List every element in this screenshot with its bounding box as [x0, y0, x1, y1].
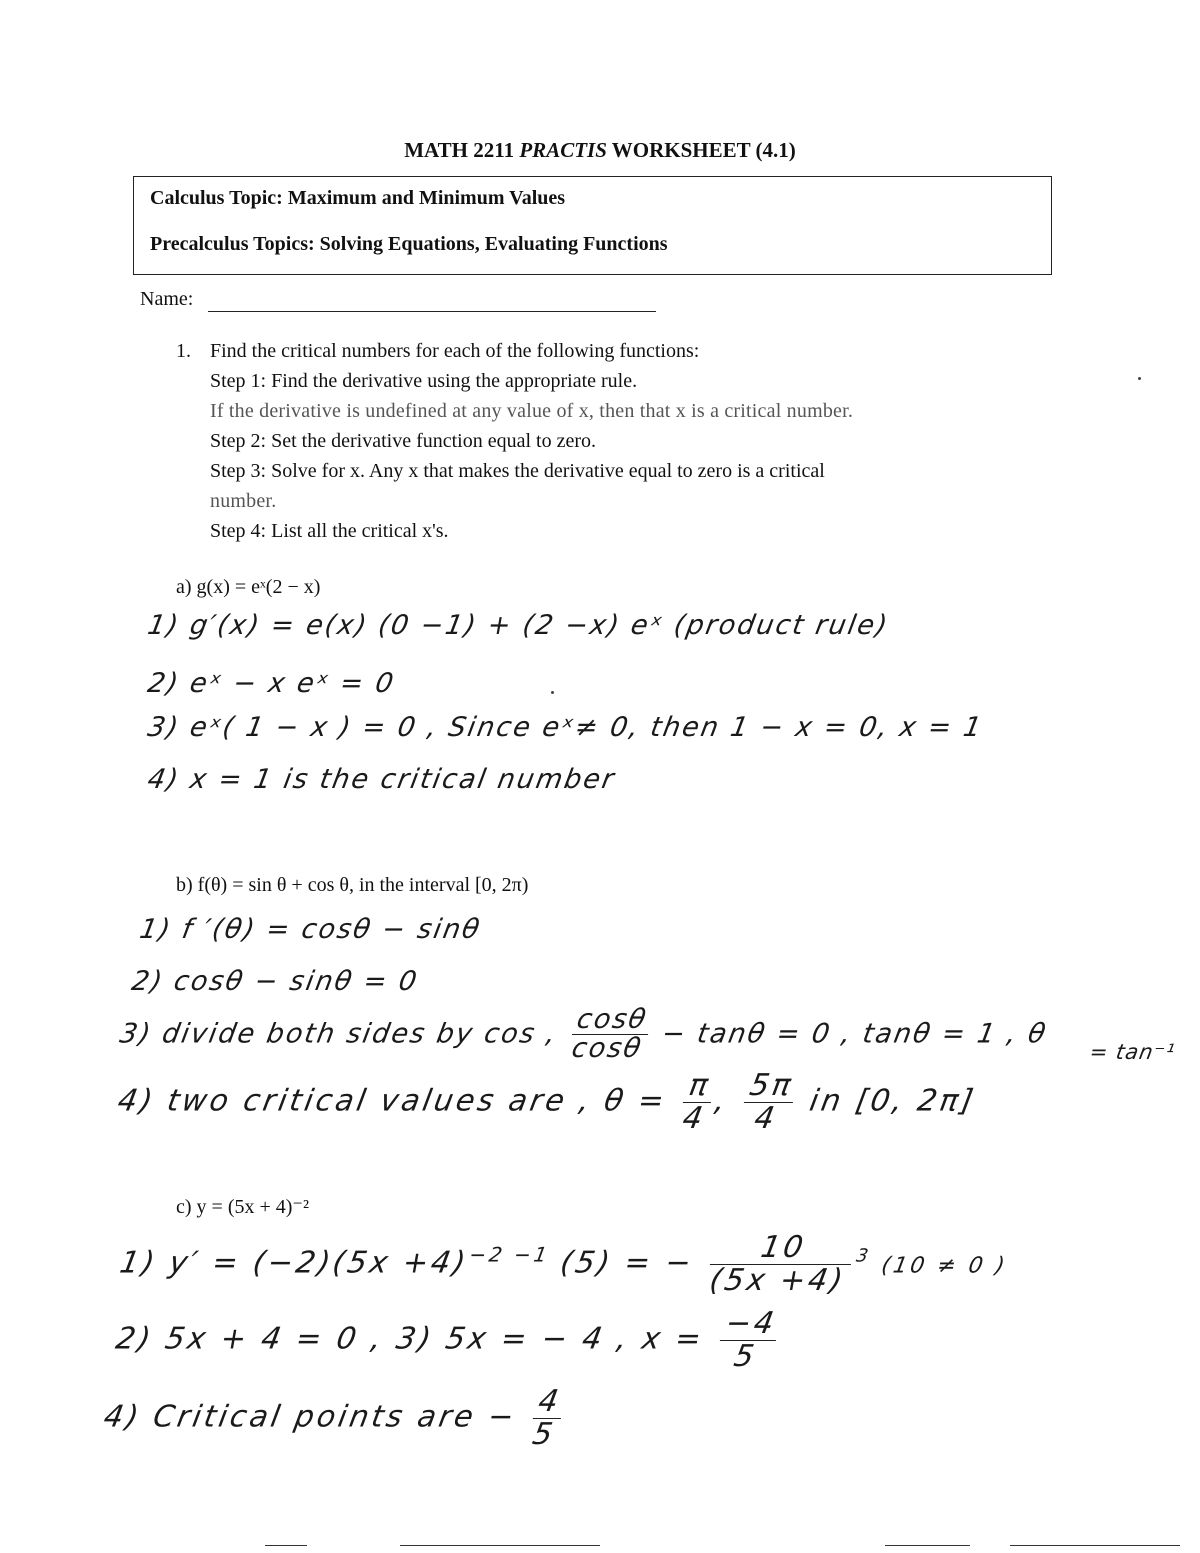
part-b-work-line-2: 2) cosθ − sinθ = 0 [129, 966, 421, 997]
part-b-inverse-tan: = tan⁻¹ [1087, 1040, 1178, 1064]
part-a-work-line-4: 4) x = 1 is the critical number [145, 764, 618, 795]
part-b-line-3-text: 3) divide both sides by cos , [117, 1018, 560, 1050]
precalculus-topics: Precalculus Topics: Solving Equations, Evaluating Functions [150, 233, 668, 255]
step-3: Step 3: Solve for x. Any x that makes the derivative equal to zero is a critical [210, 460, 825, 482]
part-c-line-1-mid: (5) = − [557, 1245, 697, 1281]
footer-scan-line [885, 1545, 970, 1546]
part-b-line-4-text: 4) two critical values are , θ = [115, 1083, 670, 1119]
part-c-exponent: −2 −1 [467, 1242, 552, 1267]
fraction-numerator: π [683, 1070, 717, 1103]
part-c-problem: c) y = (5x + 4)⁻² [176, 1196, 309, 1218]
fraction-denominator: cosθ [569, 1033, 645, 1065]
part-c-critical-fraction [527, 1386, 566, 1450]
part-a-work-line-1: 1) g′(x) = e(x) (0 −1) + (2 −x) eˣ (product rule) [145, 610, 892, 641]
worksheet-label: WORKSHEET (4.1) [611, 138, 796, 162]
footer-scan-line [400, 1545, 600, 1546]
step-1: Step 1: Find the derivative using the appropriate rule. [210, 370, 638, 392]
question-prompt: Find the critical numbers for each of the following functions: [210, 340, 700, 362]
part-c-work-line-3 [98, 1386, 570, 1450]
step-2: Step 2: Set the derivative function equal to zero. [210, 430, 596, 452]
step-1-note: If the derivative is undefined at any value of x, then that x is a critical number. [210, 400, 854, 422]
fraction-numerator: 10 [710, 1232, 857, 1265]
part-c-line-1-text: 1) y′ = (−2)(5x +4) [117, 1245, 472, 1281]
step-4: Step 4: List all the critical x's. [210, 520, 449, 542]
part-b-cos-fraction [566, 1006, 652, 1064]
part-b-problem: b) f(θ) = sin θ + cos θ, in the interval [0, 2π) [176, 874, 529, 896]
topics-box [133, 176, 1052, 275]
program-name: PRACTIS [519, 138, 607, 162]
part-c-line-2-text: 2) 5x + 4 = 0 , 3) 5x = − 4 , x = [113, 1321, 707, 1357]
worksheet-title [0, 138, 1200, 163]
part-b-work-line-4: 4) two critical values are , θ = $\frac{\pi}{4}$ , $\frac{5\pi}{4}$ in [0, 2π] [115, 1068, 979, 1136]
fraction-denominator: (5x +4) [707, 1262, 849, 1298]
part-c-work-line-1 [114, 1232, 1013, 1296]
part-c-work-line-2 [110, 1308, 786, 1372]
name-label: Name: [140, 288, 194, 310]
part-a-work-line-3: 3) eˣ( 1 − x ) = 0 , Since eˣ≠ 0, then 1 − x = 0, x = 1 [145, 712, 986, 743]
fraction-denominator: 4 [680, 1100, 709, 1136]
part-b-work-line-1: 1) f ′(θ) = cosθ − sinθ [137, 914, 484, 945]
fraction-numerator: 5π [744, 1070, 799, 1103]
part-a-work-line-2: 2) eˣ − x eˣ = 0 [145, 668, 398, 699]
footer-scan-line [1010, 1545, 1180, 1546]
part-c-derivative-fraction [704, 1232, 856, 1296]
course-code: MATH 2211 [404, 138, 515, 162]
part-b-5pi-over-4 [739, 1070, 799, 1134]
part-b-line-4-interval: in [0, 2π] [806, 1083, 979, 1119]
step-3-continued: number. [210, 490, 277, 512]
name-field-line [208, 311, 656, 312]
fraction-numerator: 4 [533, 1386, 567, 1419]
footer-scan-line [265, 1545, 307, 1546]
calculus-topic: Calculus Topic: Maximum and Minimum Values [150, 187, 566, 209]
question-number: 1. [176, 340, 191, 362]
scan-speck [1138, 377, 1141, 380]
fraction-numerator: −4 [720, 1308, 782, 1341]
part-b-work-line-3 [115, 1006, 1052, 1064]
fraction-denominator: 4 [751, 1100, 781, 1136]
part-c-line-1-note: (10 ≠ 0 ) [879, 1253, 1010, 1279]
part-c-x-fraction [714, 1308, 782, 1372]
part-a-problem: a) g(x) = eˣ(2 − x) [176, 576, 321, 598]
part-b-pi-over-4 [677, 1070, 716, 1134]
scan-speck [551, 691, 554, 694]
fraction-denominator: 5 [529, 1416, 559, 1452]
fraction-numerator: cosθ [571, 1006, 652, 1035]
part-c-line-3-text: 4) Critical points are − [101, 1399, 520, 1435]
fraction-denominator: 5 [731, 1338, 760, 1374]
part-b-line-3-tail: − tanθ = 0 , tanθ = 1 , θ [659, 1018, 1050, 1050]
part-c-power: 3 [854, 1245, 873, 1267]
